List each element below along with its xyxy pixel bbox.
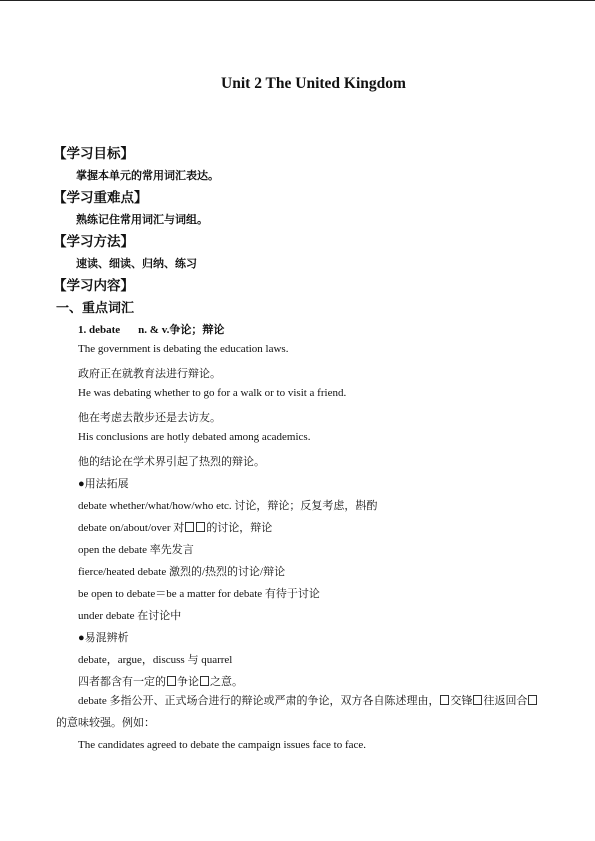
part-of-speech: n. & v.争论；辩论 (138, 324, 225, 336)
missing-glyph-box (473, 695, 482, 705)
missing-glyph-box (196, 522, 205, 532)
usage-heading: ●用法拓展 (78, 478, 129, 490)
example-sentence: The government is debating the education laws. (78, 343, 289, 355)
methods-heading: 【学习方法】 (53, 234, 134, 249)
usage-item: fierce/heated debate 激烈的/热烈的讨论/辩论 (78, 566, 286, 578)
missing-glyph-box (200, 676, 209, 686)
example-sentence: He was debating whether to go for a walk or to visit a friend. (78, 387, 347, 399)
keypoints-text: 熟练记住常用词汇与词组。 (76, 214, 208, 226)
objectives-heading: 【学习目标】 (53, 146, 134, 161)
content-heading: 【学习内容】 (53, 278, 134, 293)
confusion-note: 四者都含有一定的 争论 之意。 (78, 676, 243, 688)
example-sentence: The candidates agreed to debate the campaign issues face to face. (78, 739, 366, 751)
missing-glyph-box (185, 522, 194, 532)
missing-glyph-box (440, 695, 449, 705)
example-sentence: His conclusions are hotly debated among academics. (78, 431, 311, 443)
usage-item: under debate 在讨论中 (78, 610, 182, 622)
part1-heading: 一、重点词汇 (56, 300, 135, 315)
example-translation: 他在考虑去散步还是去访友。 (78, 412, 221, 424)
objectives-text: 掌握本单元的常用词汇表达。 (76, 170, 219, 182)
debate-explanation: debate 多指公开、正式场合进行的辩论或严肃的争论，双方各自陈述理由， 交锋 往返回合的意味较强。例如： (56, 690, 540, 734)
methods-text: 速读、细读、归纳、练习 (76, 258, 197, 270)
confusion-heading: ●易混辨析 (78, 632, 129, 644)
top-rule (0, 0, 595, 1)
usage-item: open the debate 率先发言 (78, 544, 194, 556)
word-entry (78, 321, 224, 337)
missing-glyph-box (167, 676, 176, 686)
confusion-words: debate，argue，discuss 与 quarrel (78, 654, 233, 666)
usage-item: be open to debate＝be a matter for debate 有待于讨论 (78, 588, 320, 600)
headword: 1. debate (78, 324, 121, 336)
missing-glyph-box (528, 695, 537, 705)
keypoints-heading: 【学习重难点】 (53, 190, 148, 205)
example-translation: 政府正在就教育法进行辩论。 (78, 368, 221, 380)
example-translation: 他的结论在学术界引起了热烈的辩论。 (78, 456, 265, 468)
usage-item: debate whether/what/how/who etc. 讨论，辩论；反复考虑，斟酌 (78, 500, 378, 512)
document-title: Unit 2 The United Kingdom (221, 75, 406, 92)
usage-item: debate on/about/over 对 的讨论，辩论 (78, 522, 273, 534)
